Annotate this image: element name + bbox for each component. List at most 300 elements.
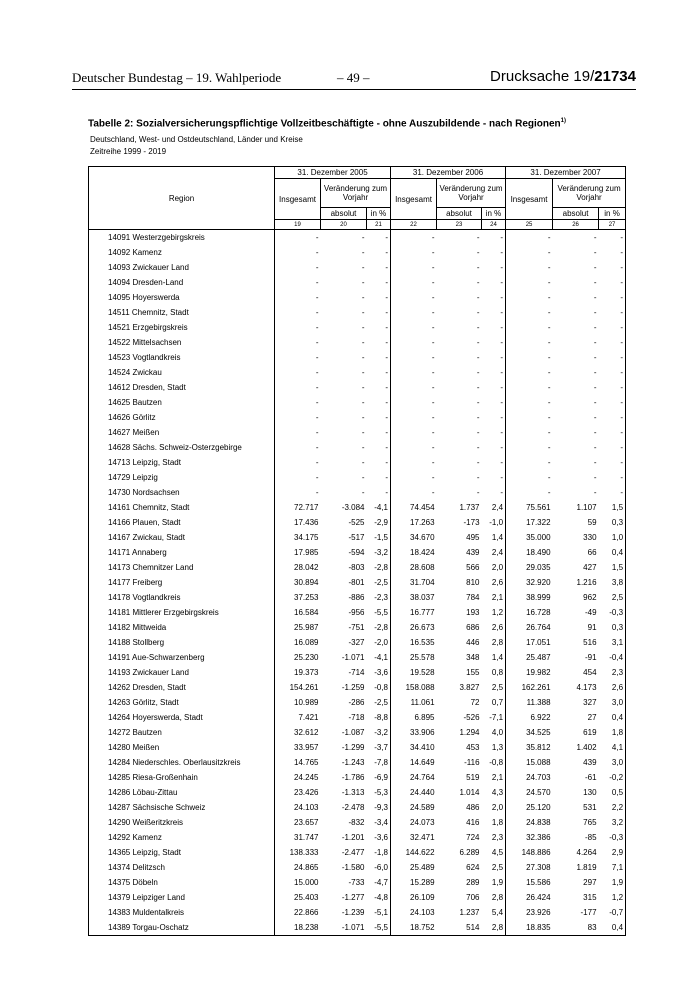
insgesamt-2006-cell: - bbox=[431, 263, 435, 272]
pct-2005-cell: - bbox=[367, 410, 391, 425]
insgesamt-2005-cell: 24.103 bbox=[294, 803, 319, 812]
absolut-2007-cell: 516 bbox=[583, 638, 597, 647]
table-row bbox=[89, 665, 626, 680]
absolut-2005-cell: -3.084 bbox=[341, 503, 365, 512]
insgesamt-2005-cell: - bbox=[315, 488, 319, 497]
pct-2007-cell: 1,0 bbox=[599, 530, 626, 545]
absolut-2007-cell: - bbox=[593, 428, 597, 437]
insgesamt-2005-cell: 23.657 bbox=[294, 818, 319, 827]
absolut-2007-cell: 83 bbox=[553, 920, 599, 936]
insgesamt-2005-cell: 24.865 bbox=[294, 863, 319, 872]
absolut-2005-cell: -1.259 bbox=[341, 683, 365, 692]
insgesamt-2006-cell: - bbox=[431, 323, 435, 332]
region-name-cell: 14375 Döbeln bbox=[89, 875, 275, 890]
absolut-2005-cell: -286 bbox=[348, 698, 365, 707]
insgesamt-2006-cell: 24.440 bbox=[410, 788, 435, 797]
insgesamt-2005-cell: - bbox=[315, 338, 319, 347]
pct-2005-cell: -8,8 bbox=[367, 710, 391, 725]
absolut-2005-cell: - bbox=[361, 398, 365, 407]
pct-2005-cell: -2,8 bbox=[367, 620, 391, 635]
absolut-2005-cell: - bbox=[361, 413, 365, 422]
pct-2007-cell: 0,4 bbox=[599, 710, 626, 725]
pct-2005-cell: - bbox=[367, 260, 391, 275]
absolut-2007-cell: - bbox=[593, 293, 597, 302]
change-header-2005: Veränderung zum Vorjahr bbox=[321, 179, 391, 208]
insgesamt-2006-cell: 34.670 bbox=[410, 533, 435, 542]
insgesamt-2005-cell: 19.373 bbox=[294, 668, 319, 677]
insgesamt-2006-cell: - bbox=[431, 293, 435, 302]
absolut-2006-cell: -173 bbox=[463, 518, 480, 527]
absolut-2007-cell: 130 bbox=[583, 788, 597, 797]
pct-2005-cell: -3,6 bbox=[367, 830, 391, 845]
table-subtitle-period: Zeitreihe 1999 - 2019 bbox=[90, 147, 167, 156]
region-name-cell: 14171 Annaberg bbox=[89, 545, 275, 560]
insgesamt-2005-cell: 18.238 bbox=[275, 920, 321, 936]
insgesamt-2005-cell: 14.765 bbox=[294, 758, 319, 767]
absolut-2007-cell: 66 bbox=[587, 548, 597, 557]
pct-header-2007: in % bbox=[599, 208, 626, 220]
insgesamt-2005-cell: 15.000 bbox=[294, 878, 319, 887]
table-row bbox=[89, 860, 626, 875]
absolut-2005-cell: - bbox=[361, 383, 365, 392]
pct-2006-cell: 1,2 bbox=[482, 605, 506, 620]
table-head bbox=[89, 167, 626, 230]
pct-2006-cell: 1,3 bbox=[482, 740, 506, 755]
table-row bbox=[89, 725, 626, 740]
pct-2007-cell: - bbox=[599, 245, 626, 260]
pct-2005-cell: - bbox=[367, 485, 391, 500]
insgesamt-2006-cell: - bbox=[431, 383, 435, 392]
absolut-2007-cell: -85 bbox=[584, 833, 597, 842]
pct-2005-cell: -6,9 bbox=[367, 770, 391, 785]
absolut-2005-cell: - bbox=[361, 278, 365, 287]
table-title bbox=[88, 118, 566, 129]
region-name-cell: 14713 Leipzig, Stadt bbox=[89, 455, 275, 470]
insgesamt-2007-cell: - bbox=[547, 383, 551, 392]
absolut-2005-cell: - bbox=[361, 443, 365, 452]
insgesamt-2006-cell: - bbox=[431, 398, 435, 407]
pct-2006-cell: 0,8 bbox=[482, 665, 506, 680]
header-parliament: Deutscher Bundestag – 19. Wahlperiode bbox=[72, 70, 282, 85]
insgesamt-2007-cell: - bbox=[547, 398, 551, 407]
pct-2006-cell: - bbox=[482, 440, 506, 455]
absolut-2006-cell: 348 bbox=[466, 653, 480, 662]
region-name-cell: 14626 Görlitz bbox=[89, 410, 275, 425]
absolut-2007-cell: 1.402 bbox=[576, 743, 597, 752]
region-name-cell: 14730 Nordsachsen bbox=[89, 485, 275, 500]
pct-2007-cell: 1,9 bbox=[599, 875, 626, 890]
insgesamt-2006-cell: 26.109 bbox=[410, 893, 435, 902]
insgesamt-2007-cell: - bbox=[547, 278, 551, 287]
pct-2005-cell: -5,1 bbox=[367, 905, 391, 920]
absolut-2007-cell: - bbox=[593, 263, 597, 272]
region-name-cell: 14166 Plauen, Stadt bbox=[89, 515, 275, 530]
table-row bbox=[89, 650, 626, 665]
insgesamt-2005-cell: 138.333 bbox=[289, 848, 319, 857]
absolut-2006-cell: - bbox=[476, 248, 480, 257]
pct-2007-cell: - bbox=[599, 365, 626, 380]
pct-2005-cell: - bbox=[367, 230, 391, 246]
insgesamt-2005-cell: 16.584 bbox=[294, 608, 319, 617]
region-name-cell: 14161 Chemnitz, Stadt bbox=[89, 500, 275, 515]
pct-2007-cell: 4,1 bbox=[599, 740, 626, 755]
insgesamt-2006-cell: - bbox=[431, 473, 435, 482]
table-row bbox=[89, 245, 626, 260]
absolut-2007-cell: 765 bbox=[583, 818, 597, 827]
insgesamt-2007-cell: 32.386 bbox=[526, 833, 551, 842]
insgesamt-2005-cell: 37.253 bbox=[294, 593, 319, 602]
absolut-2007-cell: - bbox=[593, 413, 597, 422]
pct-2006-cell: 2,8 bbox=[482, 890, 506, 905]
insgesamt-2007-cell: 15.088 bbox=[526, 758, 551, 767]
region-name-cell: 14094 Dresden-Land bbox=[89, 275, 275, 290]
insgesamt-2006-cell: 17.263 bbox=[410, 518, 435, 527]
insgesamt-2006-cell: - bbox=[431, 233, 435, 242]
absolut-2005-cell: -1.071 bbox=[321, 920, 367, 936]
pct-2007-cell: - bbox=[599, 320, 626, 335]
absolut-2006-cell: 1.237 bbox=[459, 908, 480, 917]
insgesamt-header-2005: Insgesamt bbox=[275, 179, 321, 220]
insgesamt-2005-cell: - bbox=[315, 368, 319, 377]
pct-2006-cell: -7,1 bbox=[482, 710, 506, 725]
absolut-2005-cell: -1.580 bbox=[341, 863, 365, 872]
absolut-2006-cell: 686 bbox=[466, 623, 480, 632]
absolut-2005-cell: - bbox=[361, 458, 365, 467]
pct-2006-cell: - bbox=[482, 320, 506, 335]
table-row bbox=[89, 740, 626, 755]
insgesamt-2007-cell: - bbox=[547, 443, 551, 452]
insgesamt-2006-cell: 25.489 bbox=[410, 863, 435, 872]
absolut-2006-cell: 439 bbox=[466, 548, 480, 557]
pct-2007-cell: 3,0 bbox=[599, 755, 626, 770]
header-doc-number-light: 19/ bbox=[573, 68, 595, 85]
pct-2006-cell: - bbox=[482, 395, 506, 410]
insgesamt-2007-cell: 26.764 bbox=[526, 623, 551, 632]
table-row bbox=[89, 485, 626, 500]
table-body bbox=[89, 230, 626, 936]
column-number: 23 bbox=[437, 220, 482, 230]
absolut-2005-cell: -956 bbox=[348, 608, 365, 617]
region-name-cell: 14521 Erzgebirgskreis bbox=[89, 320, 275, 335]
absolut-2007-cell: - bbox=[593, 458, 597, 467]
pct-2005-cell: - bbox=[367, 395, 391, 410]
pct-2006-cell: - bbox=[482, 425, 506, 440]
region-name-cell: 14262 Dresden, Stadt bbox=[89, 680, 275, 695]
region-name-cell: 14284 Niederschles. Oberlausitzkreis bbox=[89, 755, 275, 770]
absolut-2005-cell: -714 bbox=[348, 668, 365, 677]
table-row bbox=[89, 590, 626, 605]
absolut-2006-cell: - bbox=[476, 428, 480, 437]
region-name-cell: 14173 Chemnitzer Land bbox=[89, 560, 275, 575]
pct-2006-cell: 2,5 bbox=[482, 680, 506, 695]
insgesamt-2006-cell: - bbox=[431, 308, 435, 317]
absolut-2006-cell: - bbox=[476, 293, 480, 302]
pct-header-2006: in % bbox=[482, 208, 506, 220]
region-name-cell: 14263 Görlitz, Stadt bbox=[89, 695, 275, 710]
insgesamt-2005-cell: - bbox=[315, 308, 319, 317]
insgesamt-2006-cell: - bbox=[431, 278, 435, 287]
pct-2005-cell: -7,8 bbox=[367, 755, 391, 770]
pct-2006-cell: 2,4 bbox=[482, 545, 506, 560]
region-name-cell: 14167 Zwickau, Stadt bbox=[89, 530, 275, 545]
pct-2007-cell: 3,0 bbox=[599, 695, 626, 710]
absolut-2007-cell: - bbox=[593, 338, 597, 347]
pct-2006-cell: 2,1 bbox=[482, 590, 506, 605]
absolut-2005-cell: -1.299 bbox=[341, 743, 365, 752]
insgesamt-2007-cell: 162.261 bbox=[521, 683, 551, 692]
pct-2007-cell: 1,5 bbox=[599, 560, 626, 575]
absolut-2007-cell: -61 bbox=[584, 773, 597, 782]
pct-2007-cell: -0,4 bbox=[599, 650, 626, 665]
absolut-2006-cell: - bbox=[476, 308, 480, 317]
header-doc-prefix: Drucksache bbox=[490, 68, 574, 85]
header-document-number bbox=[490, 68, 636, 85]
absolut-2005-cell: -517 bbox=[348, 533, 365, 542]
region-name-cell: 14511 Chemnitz, Stadt bbox=[89, 305, 275, 320]
absolut-2006-cell: - bbox=[476, 233, 480, 242]
region-name-cell: 14383 Muldentalkreis bbox=[89, 905, 275, 920]
insgesamt-2007-cell: - bbox=[547, 458, 551, 467]
region-name-cell: 14095 Hoyerswerda bbox=[89, 290, 275, 305]
insgesamt-2007-cell: 18.490 bbox=[526, 548, 551, 557]
pct-2006-cell: - bbox=[482, 365, 506, 380]
pct-2006-cell: -1,0 bbox=[482, 515, 506, 530]
table-row bbox=[89, 455, 626, 470]
pct-2006-cell: 4,3 bbox=[482, 785, 506, 800]
year-2007-header: 31. Dezember 2007 bbox=[506, 167, 626, 179]
absolut-2005-cell: -832 bbox=[348, 818, 365, 827]
pct-2007-cell: -0,7 bbox=[599, 905, 626, 920]
insgesamt-2006-cell: - bbox=[431, 488, 435, 497]
table-row bbox=[89, 905, 626, 920]
table-row bbox=[89, 395, 626, 410]
absolut-2005-cell: -1.243 bbox=[341, 758, 365, 767]
insgesamt-2007-cell: 16.728 bbox=[526, 608, 551, 617]
column-number: 20 bbox=[321, 220, 367, 230]
pct-2006-cell: - bbox=[482, 305, 506, 320]
absolut-2005-cell: -1.313 bbox=[341, 788, 365, 797]
table-row bbox=[89, 635, 626, 650]
table-row bbox=[89, 845, 626, 860]
absolut-2006-cell: -116 bbox=[464, 758, 480, 767]
insgesamt-2006-cell: - bbox=[431, 428, 435, 437]
pct-2007-cell: 1,5 bbox=[599, 500, 626, 515]
insgesamt-2006-cell: 14.649 bbox=[410, 758, 435, 767]
absolut-2006-cell: 1.014 bbox=[459, 788, 480, 797]
absolut-2006-cell: - bbox=[476, 368, 480, 377]
table-row bbox=[89, 260, 626, 275]
region-header: Region bbox=[89, 167, 275, 230]
absolut-2005-cell: -1.239 bbox=[341, 908, 365, 917]
absolut-2006-cell: 810 bbox=[466, 578, 480, 587]
page-header bbox=[72, 70, 636, 90]
table-title-footnote: 1) bbox=[560, 118, 567, 124]
insgesamt-2006-cell: 24.589 bbox=[410, 803, 435, 812]
region-name-cell: 14177 Freiberg bbox=[89, 575, 275, 590]
region-name-cell: 14292 Kamenz bbox=[89, 830, 275, 845]
insgesamt-2006-cell: 18.424 bbox=[410, 548, 435, 557]
absolut-2005-cell: -2.477 bbox=[341, 848, 365, 857]
pct-2005-cell: -3,6 bbox=[367, 665, 391, 680]
insgesamt-2006-cell: 28.608 bbox=[410, 563, 435, 572]
pct-2007-cell: 0,3 bbox=[599, 515, 626, 530]
absolut-2005-cell: -1.277 bbox=[341, 893, 365, 902]
pct-2005-cell: -4,1 bbox=[367, 650, 391, 665]
insgesamt-2006-cell: 31.704 bbox=[410, 578, 435, 587]
insgesamt-2006-cell: 18.752 bbox=[391, 920, 437, 936]
insgesamt-2005-cell: 154.261 bbox=[289, 683, 319, 692]
pct-2005-cell: - bbox=[367, 350, 391, 365]
insgesamt-2006-cell: 16.777 bbox=[410, 608, 435, 617]
insgesamt-2006-cell: 24.103 bbox=[410, 908, 435, 917]
pct-2006-cell: - bbox=[482, 470, 506, 485]
insgesamt-2006-cell: 24.764 bbox=[410, 773, 435, 782]
pct-2006-cell: 4,0 bbox=[482, 725, 506, 740]
insgesamt-2007-cell: 18.835 bbox=[506, 920, 553, 936]
insgesamt-2005-cell: - bbox=[315, 413, 319, 422]
pct-2007-cell: - bbox=[599, 485, 626, 500]
insgesamt-2005-cell: 25.987 bbox=[294, 623, 319, 632]
absolut-header-2005: absolut bbox=[321, 208, 367, 220]
absolut-2007-cell: 619 bbox=[583, 728, 597, 737]
table-row bbox=[89, 335, 626, 350]
absolut-2005-cell: - bbox=[361, 323, 365, 332]
absolut-2006-cell: 514 bbox=[437, 920, 482, 936]
absolut-2006-cell: 1.294 bbox=[459, 728, 480, 737]
pct-2007-cell: 0,4 bbox=[599, 545, 626, 560]
absolut-2005-cell: - bbox=[361, 353, 365, 362]
absolut-2006-cell: - bbox=[476, 278, 480, 287]
pct-2006-cell: - bbox=[482, 380, 506, 395]
column-number: 27 bbox=[599, 220, 626, 230]
change-header-2006: Veränderung zum Vorjahr bbox=[437, 179, 506, 208]
insgesamt-2007-cell: - bbox=[547, 293, 551, 302]
insgesamt-2006-cell: 144.622 bbox=[405, 848, 435, 857]
insgesamt-2005-cell: 72.717 bbox=[294, 503, 319, 512]
pct-2007-cell: 3,2 bbox=[599, 815, 626, 830]
absolut-2007-cell: 315 bbox=[583, 893, 597, 902]
pct-2005-cell: - bbox=[367, 320, 391, 335]
pct-2005-cell: -4,1 bbox=[367, 500, 391, 515]
pct-2006-cell: - bbox=[482, 290, 506, 305]
absolut-2007-cell: -177 bbox=[580, 908, 597, 917]
insgesamt-2006-cell: 11.061 bbox=[410, 698, 435, 707]
region-name-cell: 14523 Vogtlandkreis bbox=[89, 350, 275, 365]
pct-2006-cell: 2,0 bbox=[482, 560, 506, 575]
pct-2005-cell: -5,5 bbox=[367, 920, 391, 936]
pct-2005-cell: -2,8 bbox=[367, 560, 391, 575]
region-name-cell: 14389 Torgau-Oschatz bbox=[89, 920, 275, 936]
table-row bbox=[89, 770, 626, 785]
pct-2006-cell: - bbox=[482, 245, 506, 260]
region-name-cell: 14522 Mittelsachsen bbox=[89, 335, 275, 350]
absolut-2005-cell: - bbox=[361, 338, 365, 347]
pct-2006-cell: - bbox=[482, 260, 506, 275]
pct-2005-cell: -3,2 bbox=[367, 545, 391, 560]
insgesamt-2005-cell: - bbox=[315, 443, 319, 452]
region-name-cell: 14290 Weißeritzkreis bbox=[89, 815, 275, 830]
absolut-2005-cell: - bbox=[361, 428, 365, 437]
insgesamt-2007-cell: - bbox=[547, 263, 551, 272]
insgesamt-2005-cell: - bbox=[315, 233, 319, 242]
region-name-cell: 14374 Delitzsch bbox=[89, 860, 275, 875]
pct-2005-cell: -2,0 bbox=[367, 635, 391, 650]
insgesamt-2005-cell: - bbox=[315, 248, 319, 257]
year-2006-header: 31. Dezember 2006 bbox=[391, 167, 506, 179]
pct-2005-cell: - bbox=[367, 425, 391, 440]
table-row bbox=[89, 890, 626, 905]
absolut-2007-cell: - bbox=[593, 353, 597, 362]
insgesamt-2007-cell: 25.487 bbox=[526, 653, 551, 662]
region-name-cell: 14379 Leipziger Land bbox=[89, 890, 275, 905]
table-row bbox=[89, 365, 626, 380]
insgesamt-2007-cell: 23.926 bbox=[526, 908, 551, 917]
pct-2007-cell: - bbox=[599, 275, 626, 290]
insgesamt-2007-cell: 24.570 bbox=[526, 788, 551, 797]
table-row bbox=[89, 920, 626, 936]
absolut-2006-cell: 784 bbox=[466, 593, 480, 602]
absolut-2006-cell: 724 bbox=[466, 833, 480, 842]
insgesamt-2006-cell: 74.454 bbox=[410, 503, 435, 512]
absolut-2006-cell: - bbox=[476, 413, 480, 422]
table-row bbox=[89, 755, 626, 770]
table-row bbox=[89, 800, 626, 815]
absolut-2006-cell: - bbox=[476, 488, 480, 497]
absolut-2005-cell: -2.478 bbox=[341, 803, 365, 812]
pct-2007-cell: 1,2 bbox=[599, 890, 626, 905]
pct-2007-cell: - bbox=[599, 260, 626, 275]
pct-2006-cell: 2,5 bbox=[482, 860, 506, 875]
pct-2007-cell: -0,3 bbox=[599, 605, 626, 620]
pct-2006-cell: 2,1 bbox=[482, 770, 506, 785]
pct-2005-cell: - bbox=[367, 470, 391, 485]
insgesamt-2006-cell: - bbox=[431, 458, 435, 467]
pct-2005-cell: -4,8 bbox=[367, 890, 391, 905]
absolut-2006-cell: 486 bbox=[466, 803, 480, 812]
absolut-2007-cell: -91 bbox=[584, 653, 597, 662]
table-row bbox=[89, 620, 626, 635]
insgesamt-2006-cell: 16.535 bbox=[410, 638, 435, 647]
pct-2007-cell: - bbox=[599, 425, 626, 440]
pct-2005-cell: -2,5 bbox=[367, 575, 391, 590]
insgesamt-header-2007: Insgesamt bbox=[506, 179, 553, 220]
table-row bbox=[89, 470, 626, 485]
pct-2007-cell: - bbox=[599, 395, 626, 410]
region-name-cell: 14093 Zwickauer Land bbox=[89, 260, 275, 275]
insgesamt-2005-cell: - bbox=[315, 353, 319, 362]
pct-2007-cell: - bbox=[599, 335, 626, 350]
table-row bbox=[89, 830, 626, 845]
absolut-2005-cell: -801 bbox=[348, 578, 365, 587]
table-row bbox=[89, 605, 626, 620]
insgesamt-2007-cell: 148.886 bbox=[521, 848, 551, 857]
header-page-number: – 49 – bbox=[337, 70, 370, 85]
table-row bbox=[89, 380, 626, 395]
pct-2007-cell: -0,2 bbox=[599, 770, 626, 785]
absolut-2005-cell: -1.087 bbox=[341, 728, 365, 737]
absolut-2005-cell: - bbox=[361, 233, 365, 242]
insgesamt-2007-cell: 25.120 bbox=[526, 803, 551, 812]
pct-2006-cell: 2,3 bbox=[482, 830, 506, 845]
insgesamt-2005-cell: 30.894 bbox=[294, 578, 319, 587]
insgesamt-2007-cell: 26.424 bbox=[526, 893, 551, 902]
table-row bbox=[89, 695, 626, 710]
insgesamt-2005-cell: - bbox=[315, 383, 319, 392]
insgesamt-2005-cell: 7.421 bbox=[298, 713, 319, 722]
pct-2006-cell: - bbox=[482, 350, 506, 365]
absolut-2007-cell: 27 bbox=[587, 713, 597, 722]
absolut-2006-cell: 566 bbox=[466, 563, 480, 572]
